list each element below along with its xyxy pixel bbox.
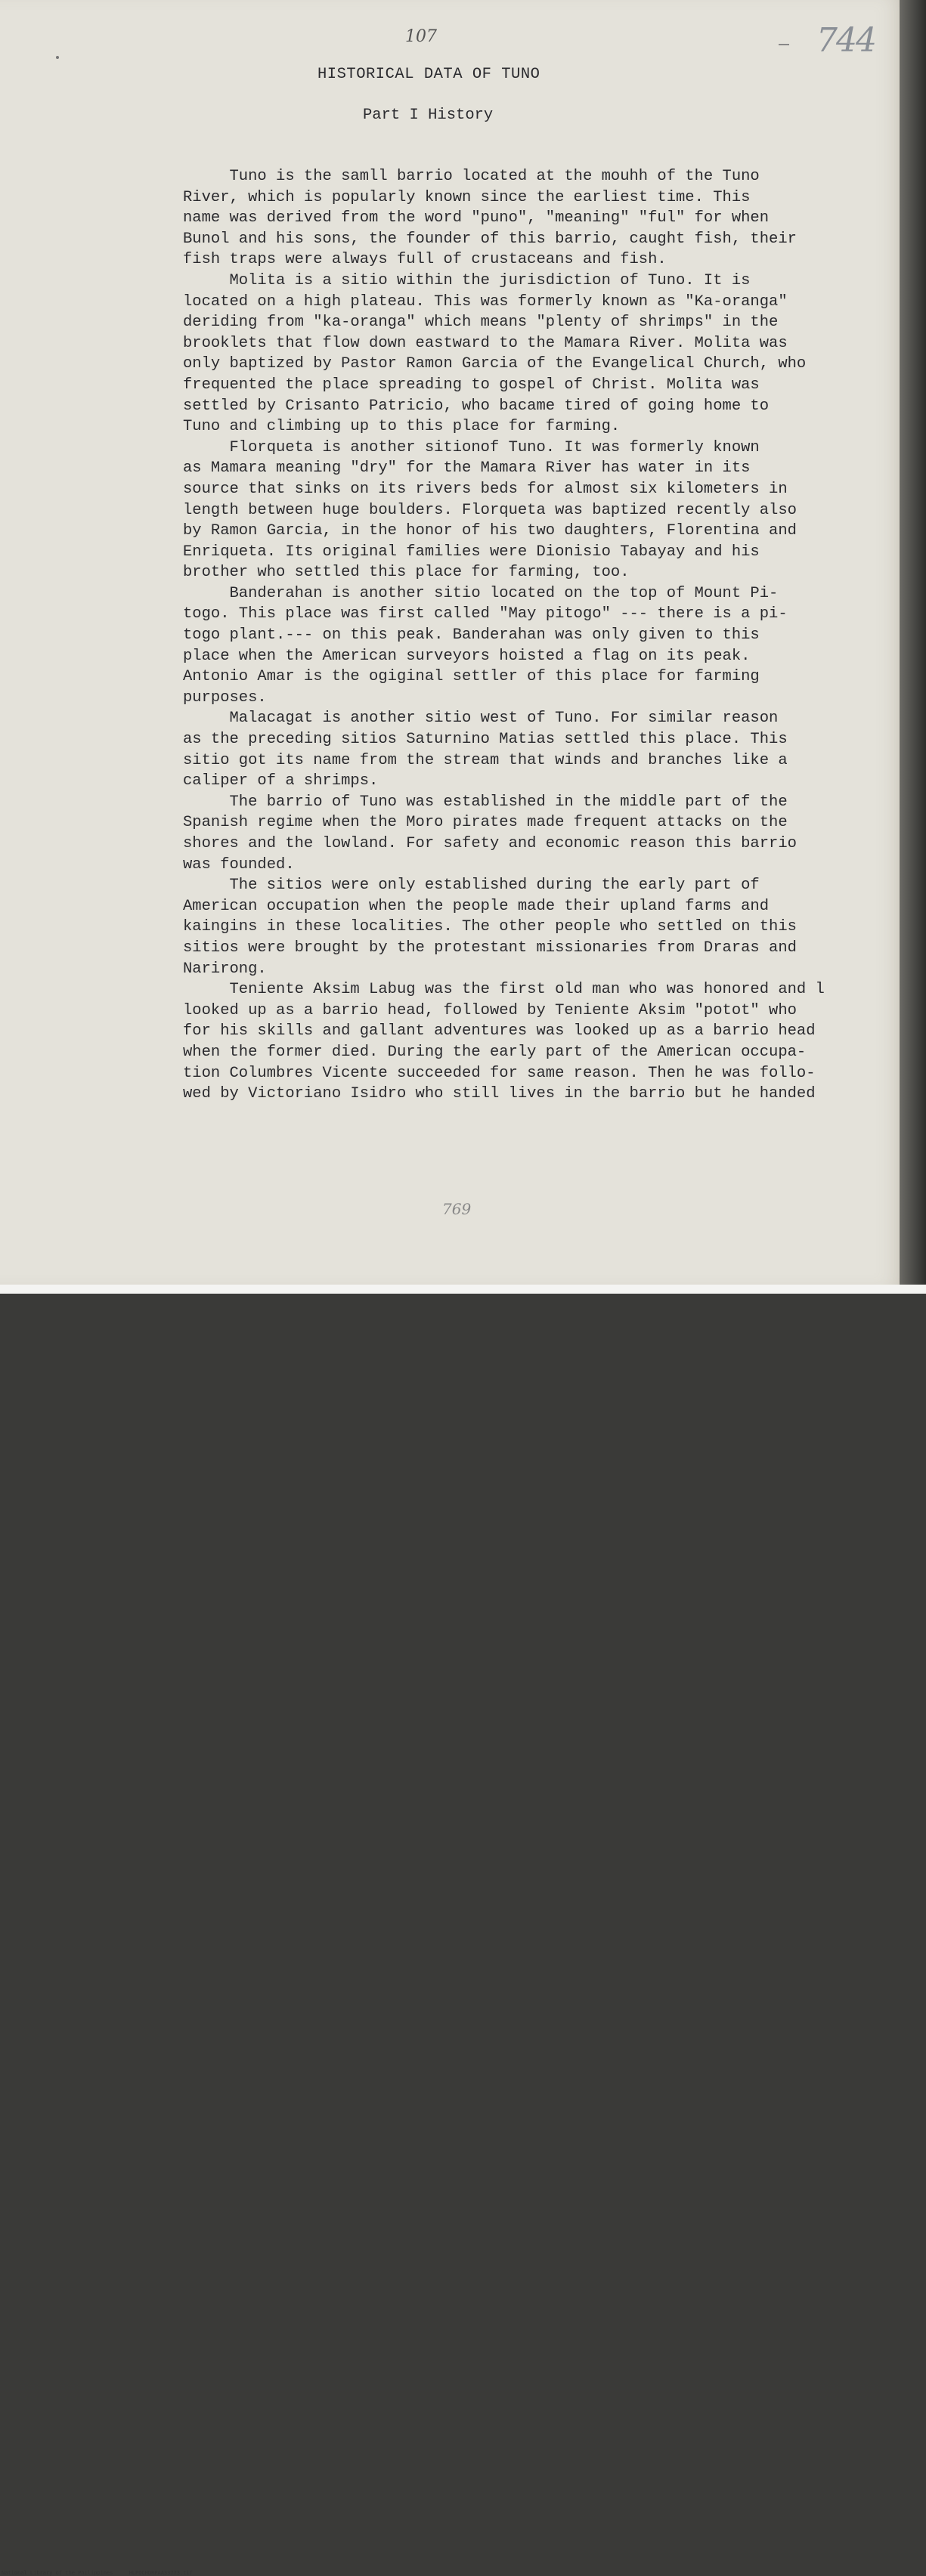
text-line: tion Columbres Vicente succeeded for same reason. Then he was follo- — [183, 1064, 816, 1082]
document-page — [0, 0, 900, 1285]
bottom-handwritten-note: 769 — [442, 1200, 472, 1218]
text-line: kaingins in these localities. The other people who settled on this — [183, 918, 797, 936]
body-text — [183, 166, 893, 1105]
text-line: Antonio Amar is the ogiginal settler of this place for farming — [183, 668, 760, 686]
text-line: deriding from "ka-oranga" which means "plenty of shrimps" in the — [183, 314, 779, 332]
handwritten-number: 744 — [816, 21, 875, 60]
text-line: togo plant.--- on this peak. Banderahan was only given to this — [183, 626, 760, 645]
footer-strip — [0, 1285, 926, 2576]
text-line: length between huge boulders. Florqueta was baptized recently also — [183, 501, 797, 519]
text-line: Narirong. — [183, 960, 267, 978]
text-line: Molita is a sitio within the jurisdiction of Tuno. It is — [183, 271, 751, 289]
text-line: Spanish regime when the Moro pirates made frequent attacks on the — [183, 814, 788, 832]
text-line: Malacagat is another sitio west of Tuno. For similar reason — [183, 710, 779, 728]
text-line: American occupation when the people made their upland farms and — [183, 897, 770, 915]
text-line: wed by Victoriano Isidro who still lives in the barrio but he handed — [183, 1085, 816, 1103]
text-line: looked up as a barrio head, followed by Teniente Aksim "potot" who — [183, 1001, 797, 1019]
text-line: caliper of a shrimps. — [183, 772, 379, 790]
paper-speck — [56, 56, 59, 59]
text-line: Banderahan is another sitio located on the top of Mount Pi- — [183, 584, 779, 602]
text-line: sitio got its name from the stream that winds and branches like a — [183, 751, 788, 769]
text-line: frequented the place spreading to gospel of Christ. Molita was — [183, 376, 760, 394]
dash-mark — [779, 44, 789, 45]
page-number: 107 — [405, 27, 437, 46]
text-line: sitios were brought by the protestant missionaries from Draras and — [183, 939, 797, 957]
text-line: name was derived from the word "puno", "meaning" "ful" for when — [183, 209, 770, 227]
text-line: was founded. — [183, 855, 295, 874]
footer-caption: National Library of the Philippines HLPOCHDRPAA33773.tif — [2, 2570, 193, 2576]
text-line: Tuno and climbing up to this place for farming. — [183, 418, 621, 436]
text-line: located on a high plateau. This was formerly known as "Ka-oranga" — [183, 292, 788, 311]
text-line: Enriqueta. Its original families were Dionisio Tabayay and his — [183, 543, 760, 561]
text-line: The sitios were only established during the early part of — [183, 877, 760, 895]
text-line: when the former died. During the early part of the American occupa- — [183, 1043, 807, 1061]
document-subtitle: Part I History — [363, 107, 494, 124]
text-line: shores and the lowland. For safety and economic reason this barrio — [183, 835, 797, 852]
text-line: fish traps were always full of crustaceans and fish. — [183, 251, 667, 269]
text-line: Tuno is the samll barrio located at the mouhh of the Tuno — [183, 168, 760, 185]
text-line: The barrio of Tuno was established in the middle part of the — [183, 793, 788, 811]
text-line: only baptized by Pastor Ramon Garcia of the Evangelical Church, who — [183, 355, 807, 373]
text-line: source that sinks on its rivers beds for almost six kilometers in — [183, 480, 788, 498]
text-line: for his skills and gallant adventures was looked up as a barrio head — [183, 1022, 816, 1041]
text-line: as the preceding sitios Saturnino Matias settled this place. This — [183, 731, 788, 749]
text-line: brother who settled this place for farming, too. — [183, 564, 630, 582]
text-line: brooklets that flow down eastward to the Mamara River. Molita was — [183, 334, 788, 352]
text-line: Bunol and his sons, the founder of this barrio, caught fish, their — [183, 230, 797, 248]
text-line: by Ramon Garcia, in the honor of his two daughters, Florentina and — [183, 522, 797, 540]
document-title: HISTORICAL DATA OF TUNO — [317, 66, 540, 83]
text-line: togo. This place was first called "May pitogo" --- there is a pi- — [183, 605, 788, 623]
text-line: Teniente Aksim Labug was the first old man who was honored and l — [183, 981, 825, 999]
text-line: purposes. — [183, 688, 267, 707]
text-line: as Mamara meaning "dry" for the Mamara River has water in its — [183, 459, 751, 478]
text-line: Florqueta is another sitionof Tuno. It was formerly known — [183, 438, 760, 456]
text-line: River, which is popularly known since the earliest time. This — [183, 188, 751, 206]
scan-edge — [900, 0, 926, 1294]
text-line: place when the American surveyors hoisted a flag on its peak. — [183, 647, 751, 665]
text-line: settled by Crisanto Patricio, who bacame tired of going home to — [183, 397, 770, 415]
